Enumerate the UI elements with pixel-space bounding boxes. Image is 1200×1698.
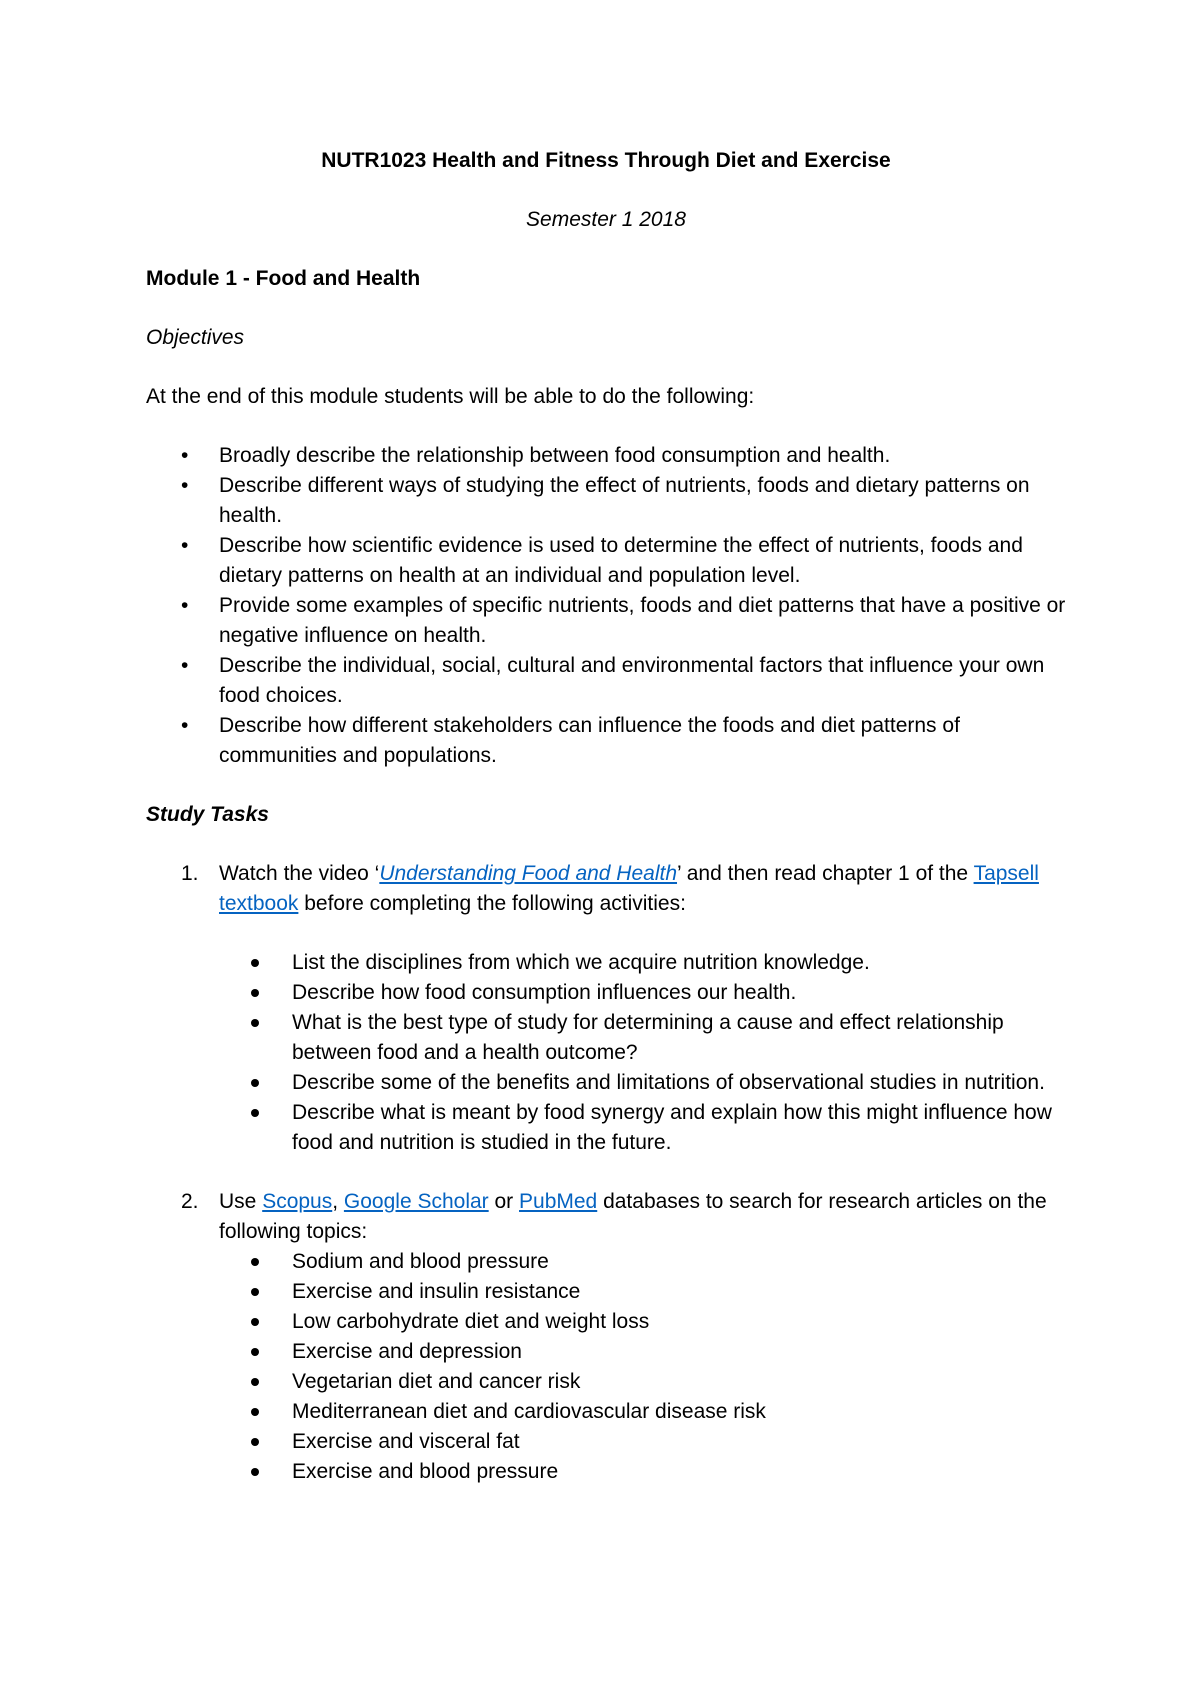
objective-item: • Broadly describe the relationship between food consumption and health. bbox=[146, 441, 1066, 471]
objectives-heading: Objectives bbox=[146, 326, 245, 349]
pubmed-link[interactable]: PubMed bbox=[519, 1190, 598, 1213]
topic-item: Exercise and visceral fat bbox=[219, 1427, 1066, 1457]
objectives-intro: At the end of this module students will be able to do the following: bbox=[146, 385, 755, 408]
document-title: NUTR1023 Health and Fitness Through Diet and Exercise bbox=[321, 149, 891, 172]
activity-item: List the disciplines from which we acquire nutrition knowledge. bbox=[219, 948, 1066, 978]
study-tasks-list bbox=[146, 859, 1066, 1487]
study-task-1 bbox=[146, 859, 1066, 1158]
objectives-list bbox=[146, 441, 1066, 771]
topic-item: Sodium and blood pressure bbox=[219, 1247, 1066, 1277]
activity-item: Describe how food consumption influences our health. bbox=[219, 978, 1066, 1008]
task-text: or bbox=[488, 1190, 520, 1213]
module-heading: Module 1 - Food and Health bbox=[146, 267, 421, 290]
topic-item: Vegetarian diet and cancer risk bbox=[219, 1367, 1066, 1397]
activity-item: What is the best type of study for determining a cause and effect relationship between food and a health outcome? bbox=[219, 1008, 1066, 1068]
task-text: ’ and then read chapter 1 of the bbox=[677, 862, 974, 885]
activity-item: Describe what is meant by food synergy and explain how this might influence how food and nutrition is studied in the future. bbox=[219, 1098, 1066, 1158]
google-scholar-link[interactable]: Google Scholar bbox=[343, 1190, 489, 1213]
study-tasks-heading: Study Tasks bbox=[146, 803, 269, 826]
topic-item: Exercise and insulin resistance bbox=[219, 1277, 1066, 1307]
topic-item: Exercise and blood pressure bbox=[219, 1457, 1066, 1487]
document-content bbox=[146, 146, 1066, 1487]
task-text: , bbox=[332, 1190, 344, 1213]
scopus-link[interactable]: Scopus bbox=[262, 1190, 333, 1213]
topic-item: Low carbohydrate diet and weight loss bbox=[219, 1307, 1066, 1337]
topic-item: Exercise and depression bbox=[219, 1337, 1066, 1367]
task-text: before completing the following activities: bbox=[298, 892, 686, 915]
tapsell-textbook-link[interactable]: Tapsell textbook bbox=[219, 862, 1039, 915]
objective-item: • Describe how scientific evidence is used to determine the effect of nutrients, foods and dietary patterns on health at an individual and population level. bbox=[146, 531, 1066, 591]
study-task-2 bbox=[146, 1187, 1066, 1487]
video-link-understanding-food-and-health[interactable]: Understanding Food and Health bbox=[379, 862, 678, 885]
task-text: Use bbox=[219, 1190, 263, 1213]
task-number: 1. bbox=[181, 862, 199, 885]
task-text: Watch the video ‘ bbox=[219, 862, 380, 885]
activity-item: Describe some of the benefits and limitations of observational studies in nutrition. bbox=[219, 1068, 1066, 1098]
task-number: 2. bbox=[181, 1190, 199, 1213]
objective-item: • Describe the individual, social, cultural and environmental factors that influence your own food choices. bbox=[146, 651, 1066, 711]
task-1-activities bbox=[219, 948, 1066, 1158]
topic-item: Mediterranean diet and cardiovascular disease risk bbox=[219, 1397, 1066, 1427]
objective-item: • Describe how different stakeholders can influence the foods and diet patterns of communities and populations. bbox=[146, 711, 1066, 771]
semester-label: Semester 1 2018 bbox=[526, 208, 686, 231]
objective-item: • Describe different ways of studying the effect of nutrients, foods and dietary patterns on health. bbox=[146, 471, 1066, 531]
task-text: databases to search for research articles on the following topics: bbox=[219, 1190, 1047, 1243]
objective-item: • Provide some examples of specific nutrients, foods and diet patterns that have a positive or negative influence on health. bbox=[146, 591, 1066, 651]
task-2-topics bbox=[219, 1247, 1066, 1487]
